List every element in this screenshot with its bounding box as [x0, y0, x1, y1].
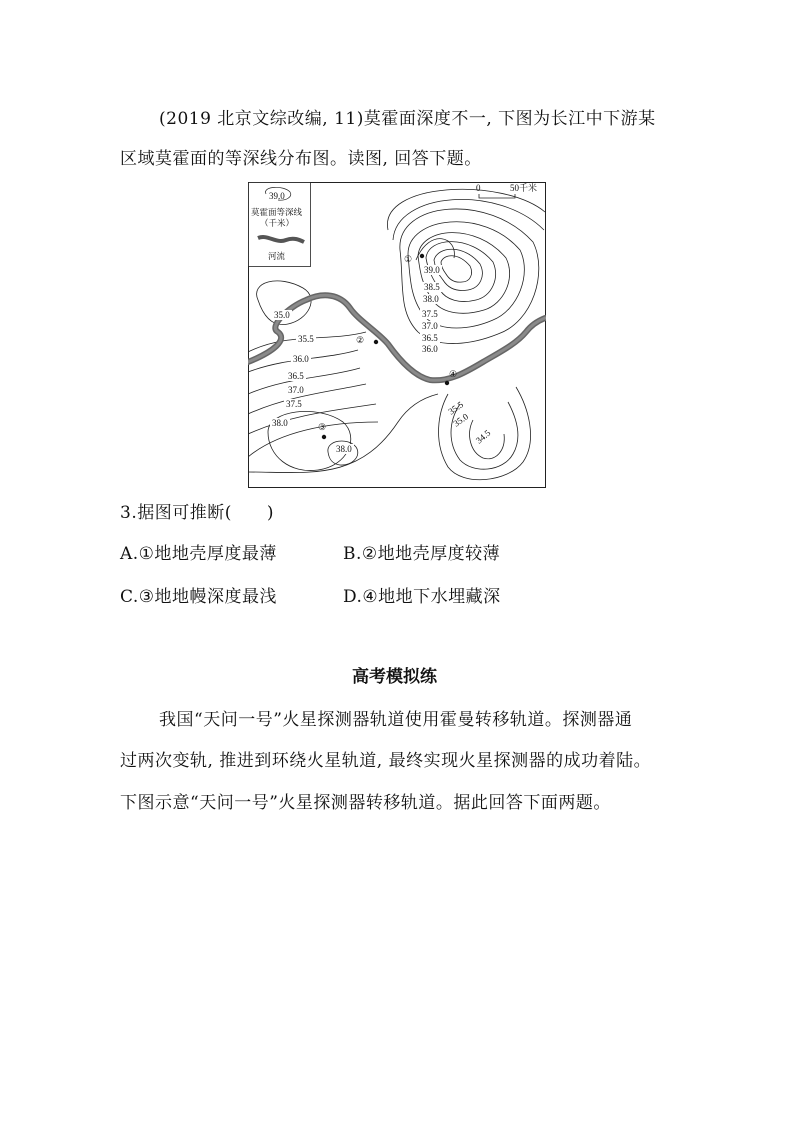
map-legend	[249, 183, 311, 267]
contour-label: 35.0	[274, 310, 290, 320]
moho-contour-map	[248, 182, 546, 488]
legend-isoline-label: 莫霍面等深线	[251, 208, 303, 218]
contour-label: 38.0	[336, 444, 352, 454]
legend-unit: （千米）	[260, 219, 295, 229]
option-d[interactable]: D.④地地下水埋藏深	[343, 587, 501, 607]
point-4-dot	[445, 381, 449, 385]
contour-label: 37.5	[286, 399, 302, 409]
point-3-label: ③	[318, 422, 327, 432]
contour-label: 38.0	[272, 418, 288, 428]
section-paragraph-line-1: 我国“天问一号”火星探测器轨道使用霍曼转移轨道。探测器通	[159, 710, 633, 730]
scale-fifty: 50千米	[510, 183, 538, 193]
contour-label: 37.0	[288, 385, 304, 395]
contour-label: 36.5	[422, 333, 438, 343]
contour-label: 35.5	[446, 399, 466, 417]
contour-label: 34.5	[473, 427, 493, 446]
legend-sample-value: 39.0	[269, 191, 285, 201]
contour-label: 37.5	[422, 309, 438, 319]
legend-river-label: 河流	[268, 252, 286, 262]
contour-label: 35.5	[298, 334, 314, 344]
point-1-dot	[420, 254, 424, 258]
contour-label: 37.0	[422, 321, 438, 331]
contour-label: 38.0	[423, 294, 439, 304]
contour-label: 38.5	[424, 282, 440, 292]
section-paragraph-line-2: 过两次变轨, 推进到环绕火星轨道, 最终实现火星探测器的成功着陆。	[120, 751, 652, 771]
point-2-label: ②	[356, 335, 365, 345]
contour-label: 36.0	[422, 344, 438, 354]
option-b[interactable]: B.②地地壳厚度较薄	[343, 544, 501, 564]
intro-line-1: (2019 北京文综改编, 11)莫霍面深度不一, 下图为长江中下游某	[159, 109, 656, 129]
contour-map-svg	[248, 182, 546, 488]
point-4-label: ④	[449, 369, 458, 379]
section-title: 高考模拟练	[352, 667, 437, 687]
section-paragraph-line-3: 下图示意“天问一号”火星探测器转移轨道。据此回答下面两题。	[120, 793, 611, 813]
contour-label: 36.0	[293, 354, 309, 364]
point-2-dot	[374, 340, 378, 344]
point-1-label: ①	[404, 254, 413, 264]
scale-zero: 0	[476, 183, 481, 193]
contour-label: 36.5	[288, 371, 304, 381]
intro-line-2: 区域莫霍面的等深线分布图。读图, 回答下题。	[120, 149, 482, 169]
contour-label: 35.0	[451, 411, 471, 429]
option-a[interactable]: A.①地地壳厚度最薄	[120, 544, 277, 564]
point-3-dot	[322, 435, 326, 439]
contour-label: 39.0	[424, 265, 440, 275]
option-c[interactable]: C.③地地幔深度最浅	[120, 587, 278, 607]
question-stem: 3.据图可推断( )	[120, 503, 274, 523]
